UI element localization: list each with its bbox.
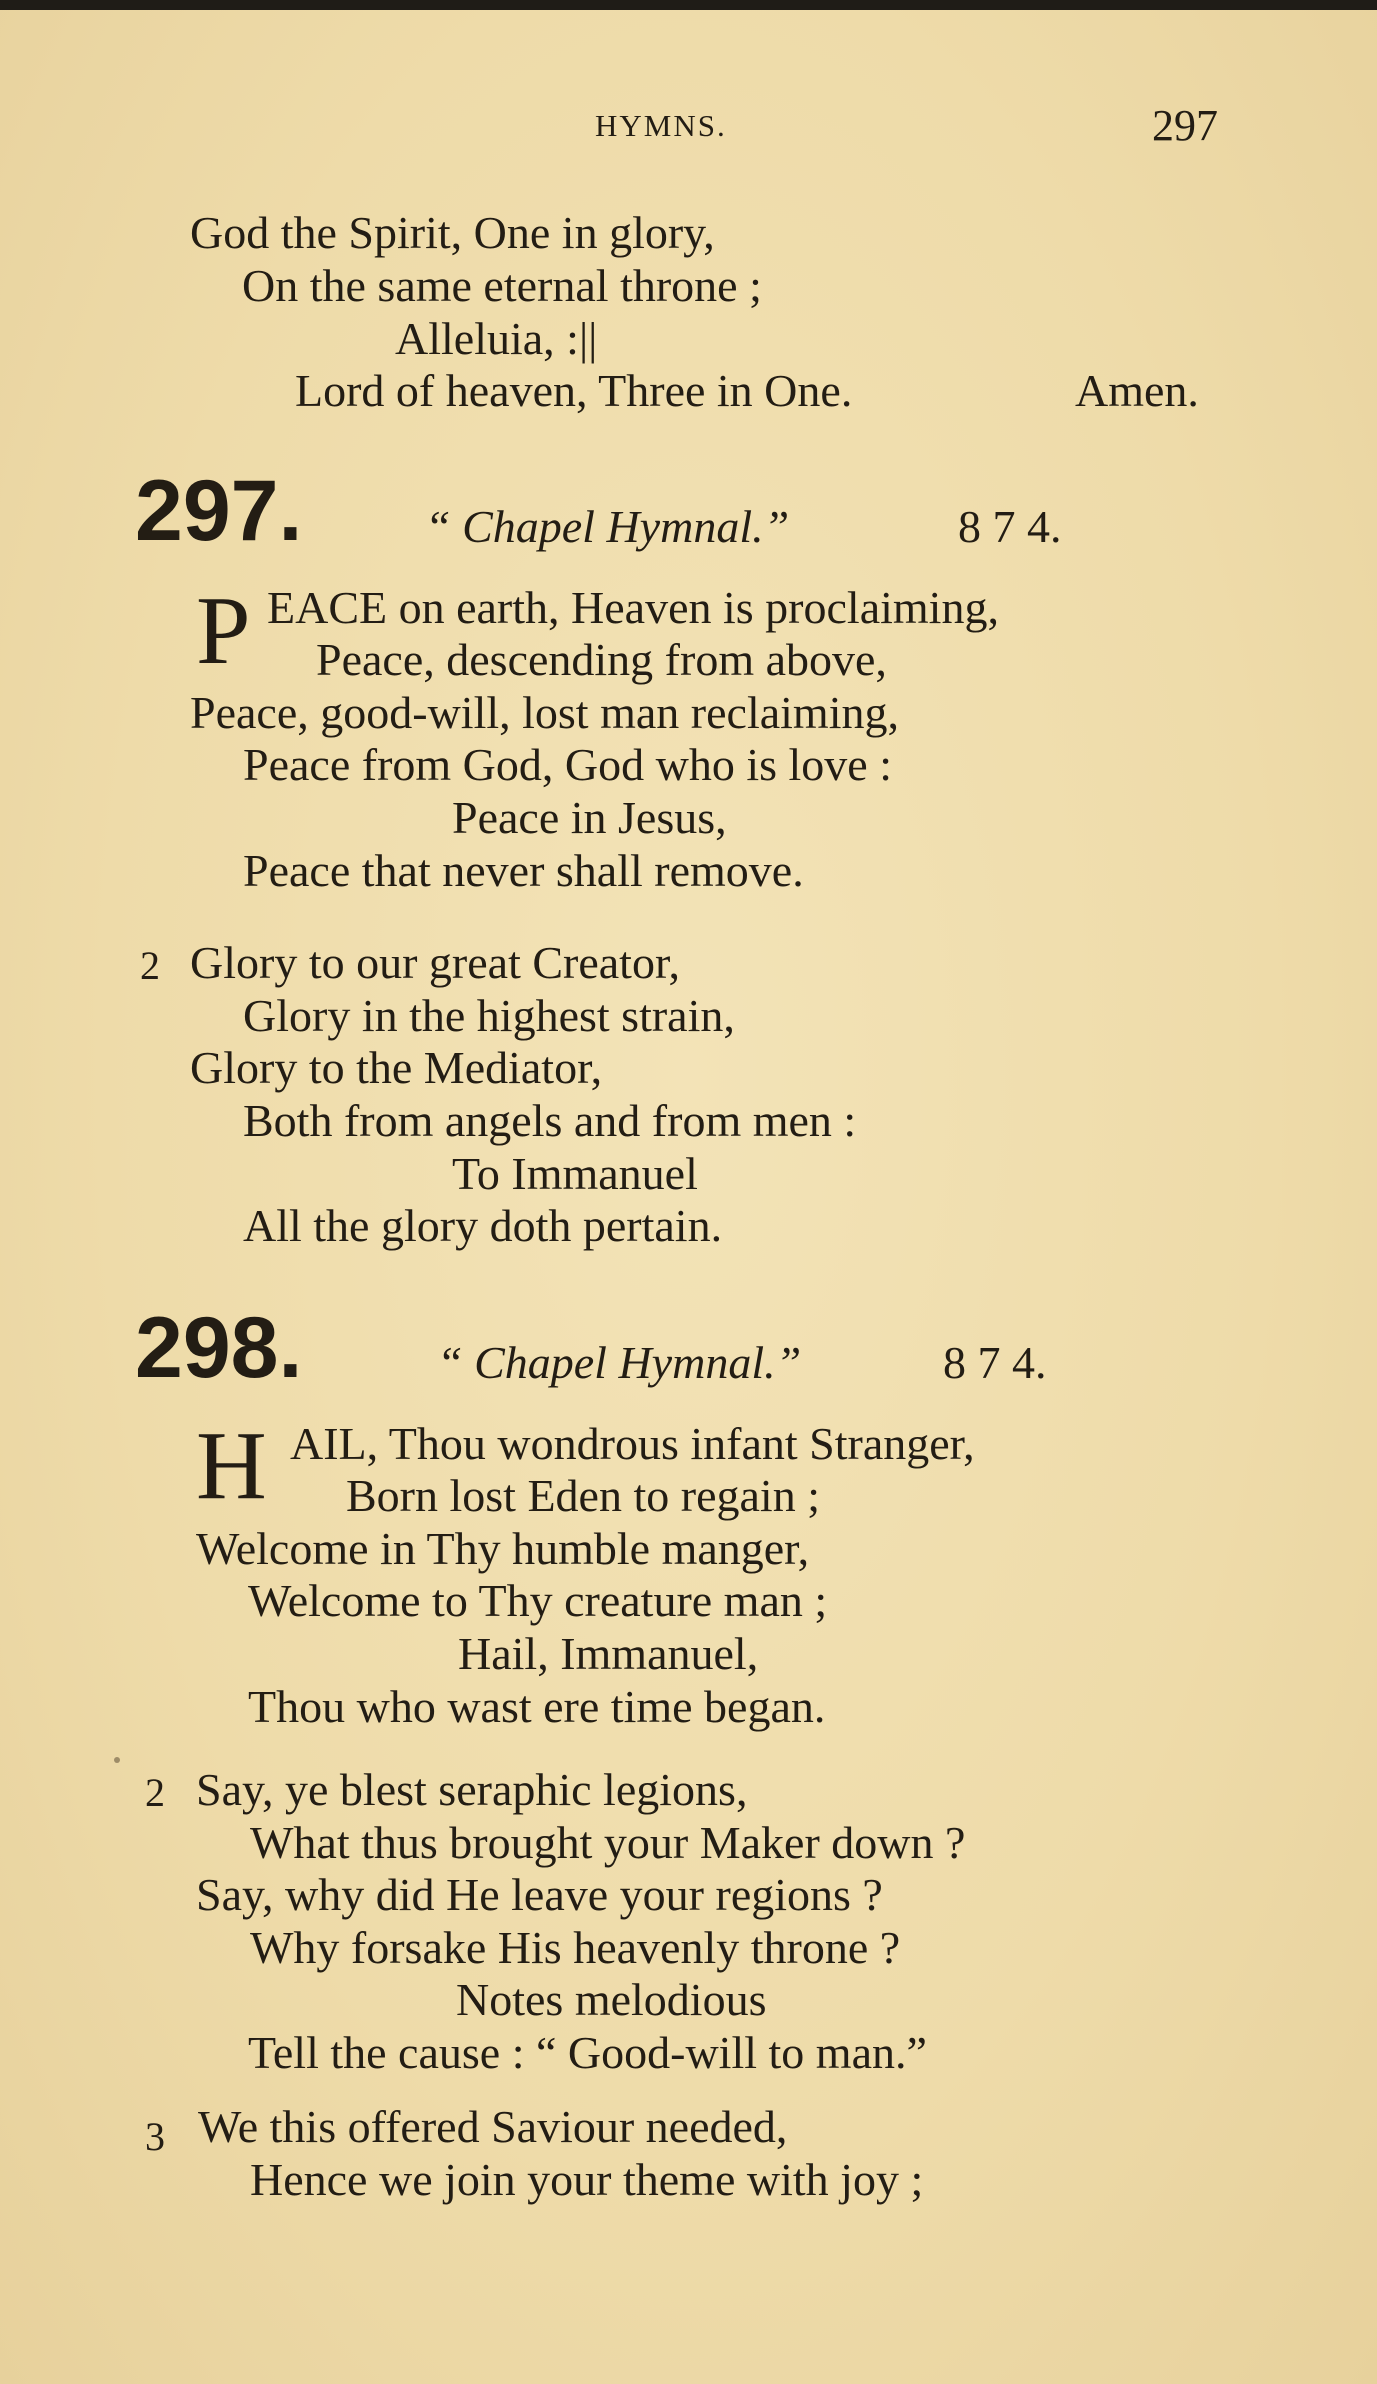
hymn-number: 297. <box>135 463 303 559</box>
hymn-first-line: AIL, Thou wondrous infant Stranger, <box>290 1418 975 1469</box>
verse-line: Say, ye blest seraphic legions, <box>196 1764 748 1815</box>
verse-line: What thus brought your Maker down ? <box>250 1817 966 1868</box>
amen-text: Amen. <box>1075 365 1199 416</box>
verse-number: 3 <box>145 2114 165 2159</box>
verse-line: Thou who wast ere time began. <box>248 1681 826 1732</box>
verse-line: Why forsake His heavenly throne ? <box>250 1922 901 1973</box>
paper-speck <box>114 1757 120 1763</box>
verse-line: Tell the cause : “ Good-will to man.” <box>248 2027 927 2078</box>
verse-line: Welcome to Thy creature man ; <box>248 1575 828 1626</box>
verse-line: Peace in Jesus, <box>452 792 727 843</box>
verse-line: Glory in the highest strain, <box>243 990 735 1041</box>
verse-line: Peace that never shall remove. <box>243 845 804 896</box>
verse-line: To Immanuel <box>452 1148 698 1199</box>
verse-line: Say, why did He leave your regions ? <box>196 1869 883 1920</box>
verse-line: Born lost Eden to regain ; <box>346 1470 820 1521</box>
hymn-number: 298. <box>135 1300 303 1396</box>
verse-line: Hail, Immanuel, <box>458 1628 759 1679</box>
verse-line: Welcome in Thy humble manger, <box>196 1523 810 1574</box>
continuation-line: God the Spirit, One in glory, <box>190 207 715 258</box>
verse-number: 2 <box>145 1770 165 1815</box>
verse-line: Both from angels and from men : <box>243 1095 857 1146</box>
continuation-line: Lord of heaven, Three in One. <box>295 365 853 416</box>
continuation-line: On the same eternal throne ; <box>242 260 762 311</box>
hymn-first-line: EACE on earth, Heaven is proclaiming, <box>267 582 999 633</box>
hymn-meter: 8 7 4. <box>958 501 1062 552</box>
verse-line: Peace, descending from above, <box>316 634 887 685</box>
drop-cap: H <box>196 1412 267 1520</box>
verse-line: Notes melodious <box>456 1974 767 2025</box>
verse-line: Glory to the Mediator, <box>190 1042 603 1093</box>
tune-name: “ Chapel Hymnal.” <box>437 1337 802 1388</box>
hymn-meter: 8 7 4. <box>943 1337 1047 1388</box>
verse-line: All the glory doth pertain. <box>243 1200 723 1251</box>
running-header: HYMNS. <box>595 108 727 143</box>
verse-number: 2 <box>140 943 160 988</box>
page-number: 297 <box>1152 101 1218 150</box>
drop-cap: P <box>196 577 251 685</box>
verse-line: Glory to our great Creator, <box>190 937 680 988</box>
verse-line: Peace, good-will, lost man reclaiming, <box>190 687 899 738</box>
verse-line: We this offered Saviour needed, <box>198 2101 788 2152</box>
tune-name: “ Chapel Hymnal.” <box>425 501 790 552</box>
page-top-border <box>0 0 1377 10</box>
continuation-line: Alleluia, :|| <box>395 313 598 364</box>
verse-line: Peace from God, God who is love : <box>243 739 892 790</box>
verse-line: Hence we join your theme with joy ; <box>250 2154 924 2205</box>
